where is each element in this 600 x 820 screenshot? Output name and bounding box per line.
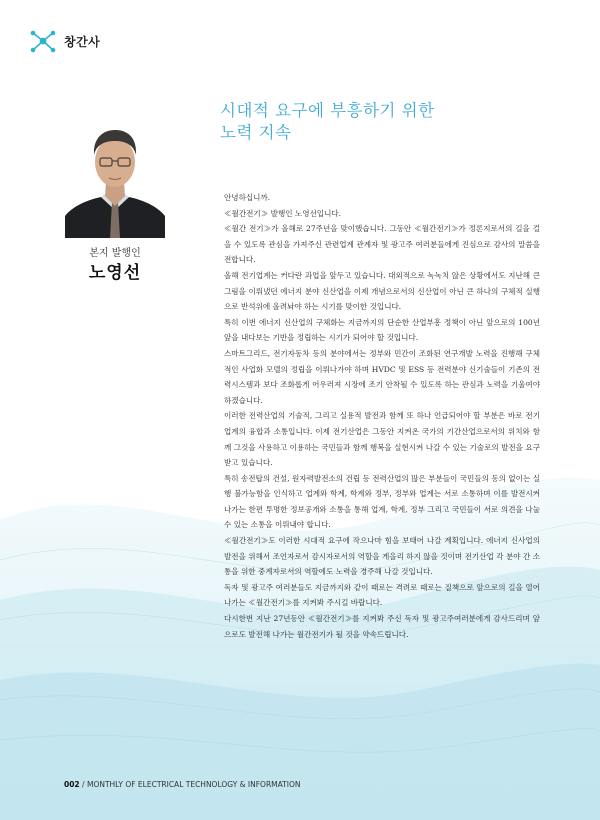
- molecule-logo-icon: [28, 28, 58, 54]
- page-footer: [64, 780, 301, 789]
- headline-line-1: 시대적 요구에 부흥하기 위한: [220, 101, 435, 120]
- section-title: 창간사: [64, 34, 101, 49]
- body-paragraph: 다시한번 지난 27년동안 ≪월간전기≫를 지켜봐 주신 독자 및 광고주여러분에게 감사드리며 앞으로도 발전해 나가는 월간전기가 될 것을 약속드립니다.: [224, 614, 540, 639]
- headline-line-2: 노력 지속: [220, 123, 292, 142]
- body-paragraph: 이러한 전력산업의 기술적, 그리고 실용적 발전과 함께 또 하나 언급되어야 할 부분은 바로 전기업계의 융합과 소통입니다. 이제 전기산업은 그동안 지켜온 국가의 기간산업으로서의 위치와 함께 그것을 사용하고 이용하는 국민들과 함께 행복을 실현시켜 나갈 수 있는 기술로의 발전을 요구받고 있습니다.: [224, 411, 540, 468]
- article-headline: [220, 100, 435, 144]
- publication-name: MONTHLY OF ELECTRICAL TECHNOLOGY & INFORMATION: [86, 780, 301, 789]
- body-paragraph: ≪월간전기≫ 발행인 노영선입니다.: [224, 208, 342, 218]
- body-paragraph: ≪월간 전기≫가 올해로 27주년을 맞이했습니다. 그동안 ≪월간전기≫가 정론지로서의 길을 걸을 수 있도록 관심을 가져주신 관련업계 관계자 및 광고주 여러분들에게 진심으로 감사의 말씀을 전합니다.: [224, 224, 540, 265]
- author-role: 본지 발행인: [89, 248, 141, 259]
- body-paragraph: 특히 송전탑의 건설, 원자력발전소의 건립 등 전력산업의 많은 부분들이 국민들의 동의 없이는 실행 불가능함을 인식하고 업계와 학계, 학계와 정부, 정부와 업계는 서로 소통하며 이를 발전시켜 나가는 한편 투명한 정보공개와 소통을 통해 업계, 학계, 정부 그리고 국민들이 서로 의견을 나눌 수 있는 소통을 이뤄내야 합니다.: [224, 473, 540, 530]
- page-header: [28, 28, 100, 54]
- footer-separator: /: [82, 780, 85, 789]
- body-paragraph: 특히 이번 에너지 신산업의 구체화는 지금까지의 단순한 산업부흥 정책이 아닌 앞으로의 100년 앞을 내다보는 기반을 정립하는 시기가 되어야 할 것입니다.: [224, 317, 540, 343]
- body-paragraph: 스마트그리드, 전기자동차 등의 분야에서는 정부와 민간이 조화된 연구개발 노력을 진행해 구체적인 사업화 모델의 정립을 이뤄나가야 하며 HVDC 및 ESS 등 전력분야 신기술들이 기존의 전력시스템과 보다 조화롭게 어우러져 시장에 조기 안착될 수 있도록 하는 관심과 노력을 기울여야 하겠습니다.: [224, 348, 540, 405]
- body-paragraph: 올해 전기업계는 커다란 과업을 앞두고 있습니다. 대외적으로 녹녹치 않은 상황에서도 지난해 큰 그림을 이뤄냈던 에너지 분야 신산업을 이제 개념으로서의 신산업이 아닌 큰 하나의 구체적 실행으로 반석위에 올려놔야 하는 시기를 맞이한 것입니다.: [224, 270, 540, 312]
- body-paragraph: 독자 및 광고주 여러분들도 지금까지와 같이 때로는 격려로 때로는 질책으로 앞으로의 길을 열어나가는 ≪월간전기≫를 지켜봐 주시길 바랍니다.: [224, 582, 540, 608]
- article-body: [224, 190, 540, 642]
- author-name: 노영선: [88, 263, 142, 283]
- body-paragraph: ≪월간전기≫도 이러한 시대적 요구에 작으나마 힘을 보태어 나갈 계획입니다. 에너지 신사업의 발전을 위해서 조언자로서 감시자로서의 역할을 게을리 하지 않을 것이며 전기산업 각 분야 간 소통을 위한 중계자로서의 역할에도 노력을 경주해 나갈 것입니다.: [224, 536, 540, 577]
- author-photo: [65, 110, 165, 238]
- body-paragraph: 안녕하십니까.: [224, 193, 271, 202]
- page-number: 002: [64, 780, 80, 789]
